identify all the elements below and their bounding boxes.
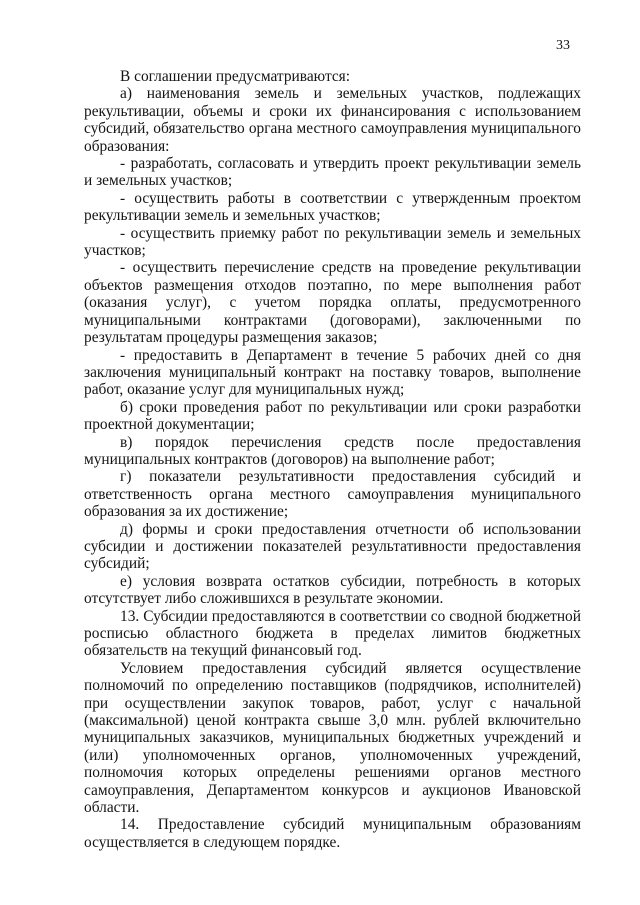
paragraph-bullet-perform-works: - осуществить работы в соответствии с утвержденным проектом рекультивации земель и земельных участков; [84, 189, 581, 225]
paragraph-bullet-submit-contract: - предоставить в Департамент в течение 5 рабочих дней со дня заключения муниципальный контракт на поставку товаров, выполнение работ, оказание услуг для муниципальных нужд; [84, 346, 581, 399]
paragraph-clause-13: 13. Субсидии предоставляются в соответствии со сводной бюджетной росписью областного бюджета в пределах лимитов бюджетных обязательств на текущий финансовый год. [84, 607, 581, 660]
paragraph-item-b: б) сроки проведения работ по рекультивации или сроки разработки проектной документации; [84, 398, 581, 434]
paragraph-item-d: д) формы и сроки предоставления отчетности об использовании субсидии и достижении показателей результативности предоставления субсидий; [84, 520, 581, 573]
paragraph-intro: В соглашении предусматриваются: [120, 68, 351, 85]
paragraph-bullet-develop-project: - разработать, согласовать и утвердить проект рекультивации земель и земельных участков; [84, 155, 581, 190]
document-body [84, 68, 581, 851]
paragraph-item-a: а) наименования земель и земельных участков, подлежащих рекультивации, объемы и сроки их финансирования с использованием субсидий, обязательство органа местного самоуправления муниципального образования: [84, 85, 581, 155]
paragraph-bullet-transfer-funds: - осуществить перечисление средств на проведение рекультивации объектов размещения отходов поэтапно, по мере выполнения работ (оказания услуг), с учетом порядка оплаты, предусмотренного муниципальными контрактами (договорами), заключенными по результатам процедуры размещения заказов; [84, 259, 581, 347]
paragraph-item-e: е) условия возврата остатков субсидии, потребность в которых отсутствует либо сложившихся в результате экономии. [84, 572, 581, 608]
paragraph-condition: Условием предоставления субсидий является осуществление полномочий по определению поставщиков (подрядчиков, исполнителей) при осуществлении закупок товаров, работ, услуг с начальной (максимальной) ценой контракта свыше 3,0 млн. рублей включительно муниципальных заказчиков, муниципальных бюджетных учреждений и (или) уполномоченных органов, уполномоченных учреждений, полномочия которых определены решениями органов местного самоуправления, Департаментом конкурсов и аукционов Ивановской области. [84, 659, 581, 817]
page-number: 33 [556, 38, 570, 53]
paragraph-item-v: в) порядок перечисления средств после предоставления муниципальных контрактов (договоров) на выполнение работ; [84, 433, 581, 468]
paragraph-item-g: г) показатели результативности предоставления субсидий и ответственность органа местного самоуправления муниципального образования за их достижение; [84, 468, 581, 521]
paragraph-clause-14: 14. Предоставление субсидий муниципальным образованиям осуществляется в следующем порядке. [84, 816, 581, 851]
paragraph-bullet-accept-works: - осуществить приемку работ по рекультивации земель и земельных участков; [84, 224, 581, 260]
